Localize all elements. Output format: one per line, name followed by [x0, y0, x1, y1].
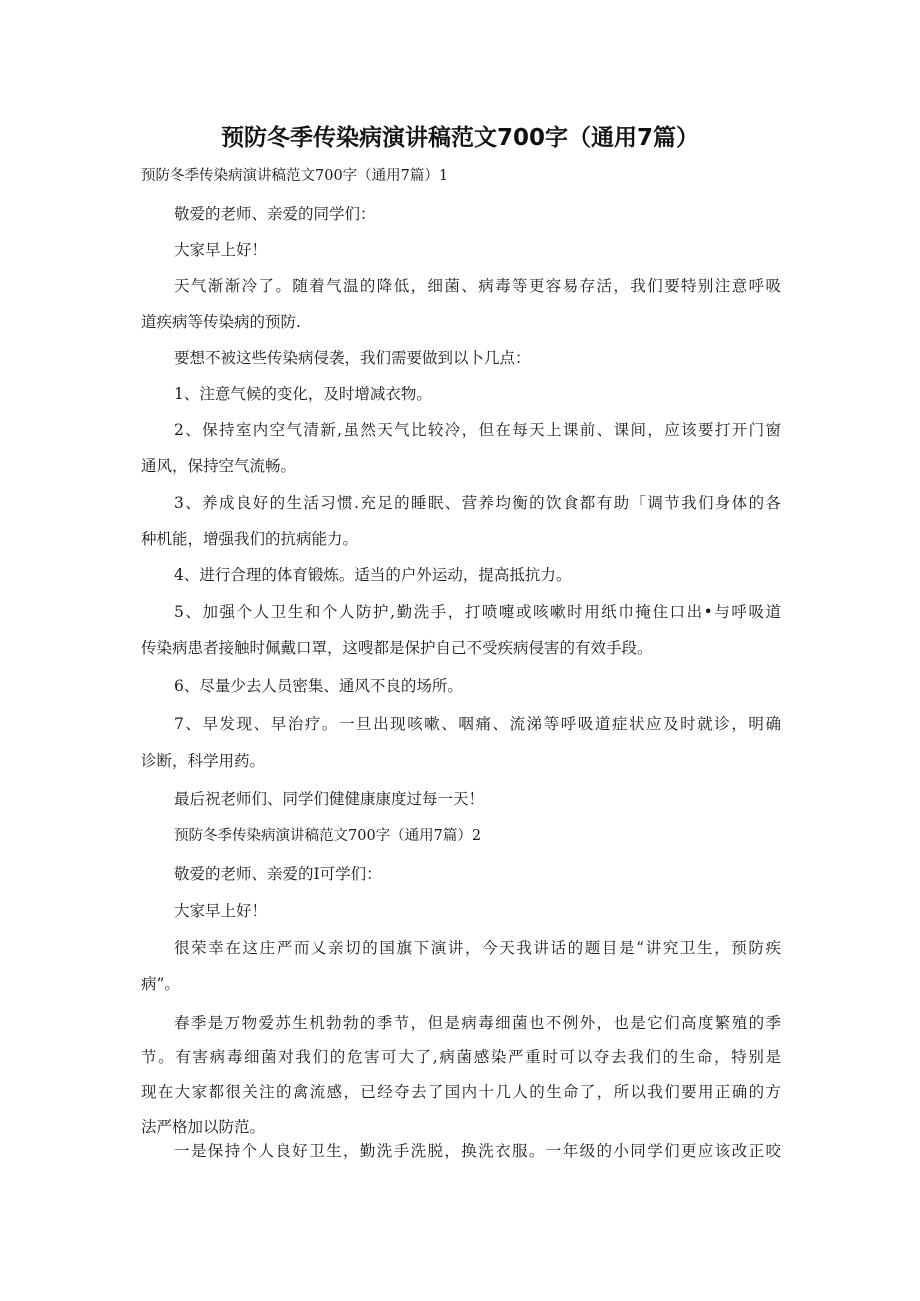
section-heading-2: 预防冬季传染病演讲稿范文700字（通用7篇）2 — [174, 828, 482, 844]
salutation-line: 大家早上好！ — [174, 902, 268, 920]
paragraph-line: 春季是万物爱苏生机勃勃的季节，但是病毒细菌也不例外，也是它们高度繁殖的季 — [174, 1014, 781, 1032]
list-item-5-cont: 传染病患者接触时佩戴口罩，这嗖都是保护自己不受疾病侵害的有效手段。 — [141, 639, 653, 657]
list-item-6: 6、尽量少去人员密集、通风不良的场所。 — [174, 677, 463, 695]
paragraph-line: 很荣幸在这庄严而乂亲切的国旗下演讲，今天我讲话的题目是“讲究卫生，预防疾 — [174, 939, 781, 957]
salutation-line: 大家早上好！ — [174, 241, 268, 259]
list-item-3: 3、养成良好的生活习惯.充足的睡眠、营养均衡的饮食都有助「调节我们身体的各 — [174, 494, 781, 512]
document-title: 预防冬季传染病演讲稿范文700字（通用7篇） — [220, 125, 699, 151]
paragraph-line: 一是保持个人良好卫生，勤洗手洗脱，换洗衣服。一年级的小同学们更应该改正咬 — [174, 1142, 781, 1160]
paragraph-line: 法严格加以防范。 — [141, 1118, 266, 1136]
paragraph-line: 节。有害病毒细菌对我们的危害可大了,病菌感染严重时可以夺去我们的生命，特别是 — [141, 1048, 781, 1066]
greeting-line: 敬爱的老师、亲爱的I可学们： — [174, 865, 382, 883]
paragraph-line: 病”。 — [141, 975, 180, 993]
paragraph-line: 天气渐渐冷了。随着气温的降低，细菌、病毒等更容易存活，我们要特别注意呼吸 — [174, 277, 781, 295]
list-item-2-cont: 通风，保持空气流畅。 — [141, 457, 297, 475]
list-item-2: 2、保持室内空气清新,虽然天气比较冷，但在每天上课前、课间，应该要打开门窗 — [174, 421, 781, 439]
section-heading-1: 预防冬季传染病演讲稿范文700字（通用7篇）1 — [141, 168, 449, 184]
list-item-1: 1、注意气候的变化，及时增减衣物。 — [174, 385, 432, 403]
paragraph-line: 道疾病等传染病的预防. — [141, 313, 301, 331]
list-item-5: 5、加强个人卫生和个人防护,勤洗手，打喷嚏或咳嗽时用纸巾掩住口出•与呼吸道 — [174, 603, 781, 621]
list-item-7: 7、早发现、早治疗。一旦出现咳嗽、咽痛、流涕等呼吸道症状应及时就诊，明确 — [174, 715, 781, 733]
closing-line: 最后祝老师们、同学们健健康康度过每一天！ — [174, 790, 485, 808]
greeting-line: 敬爱的老师、亲爱的同学们： — [174, 205, 376, 223]
list-item-3-cont: 种机能，增强我们的抗病能力。 — [141, 530, 359, 548]
list-item-7-cont: 诊断，科学用药。 — [141, 752, 266, 770]
paragraph-line: 现在大家都很关注的禽流感，已经夺去了国内十几人的生命了，所以我们要用正确的方 — [141, 1083, 781, 1101]
list-item-4: 4、进行合理的体育锻炼。适当的户外运动，提高抵抗力。 — [174, 566, 572, 584]
paragraph-line: 要想不被这些传染病侵袭，我们需要做到以卜几点： — [174, 349, 531, 367]
